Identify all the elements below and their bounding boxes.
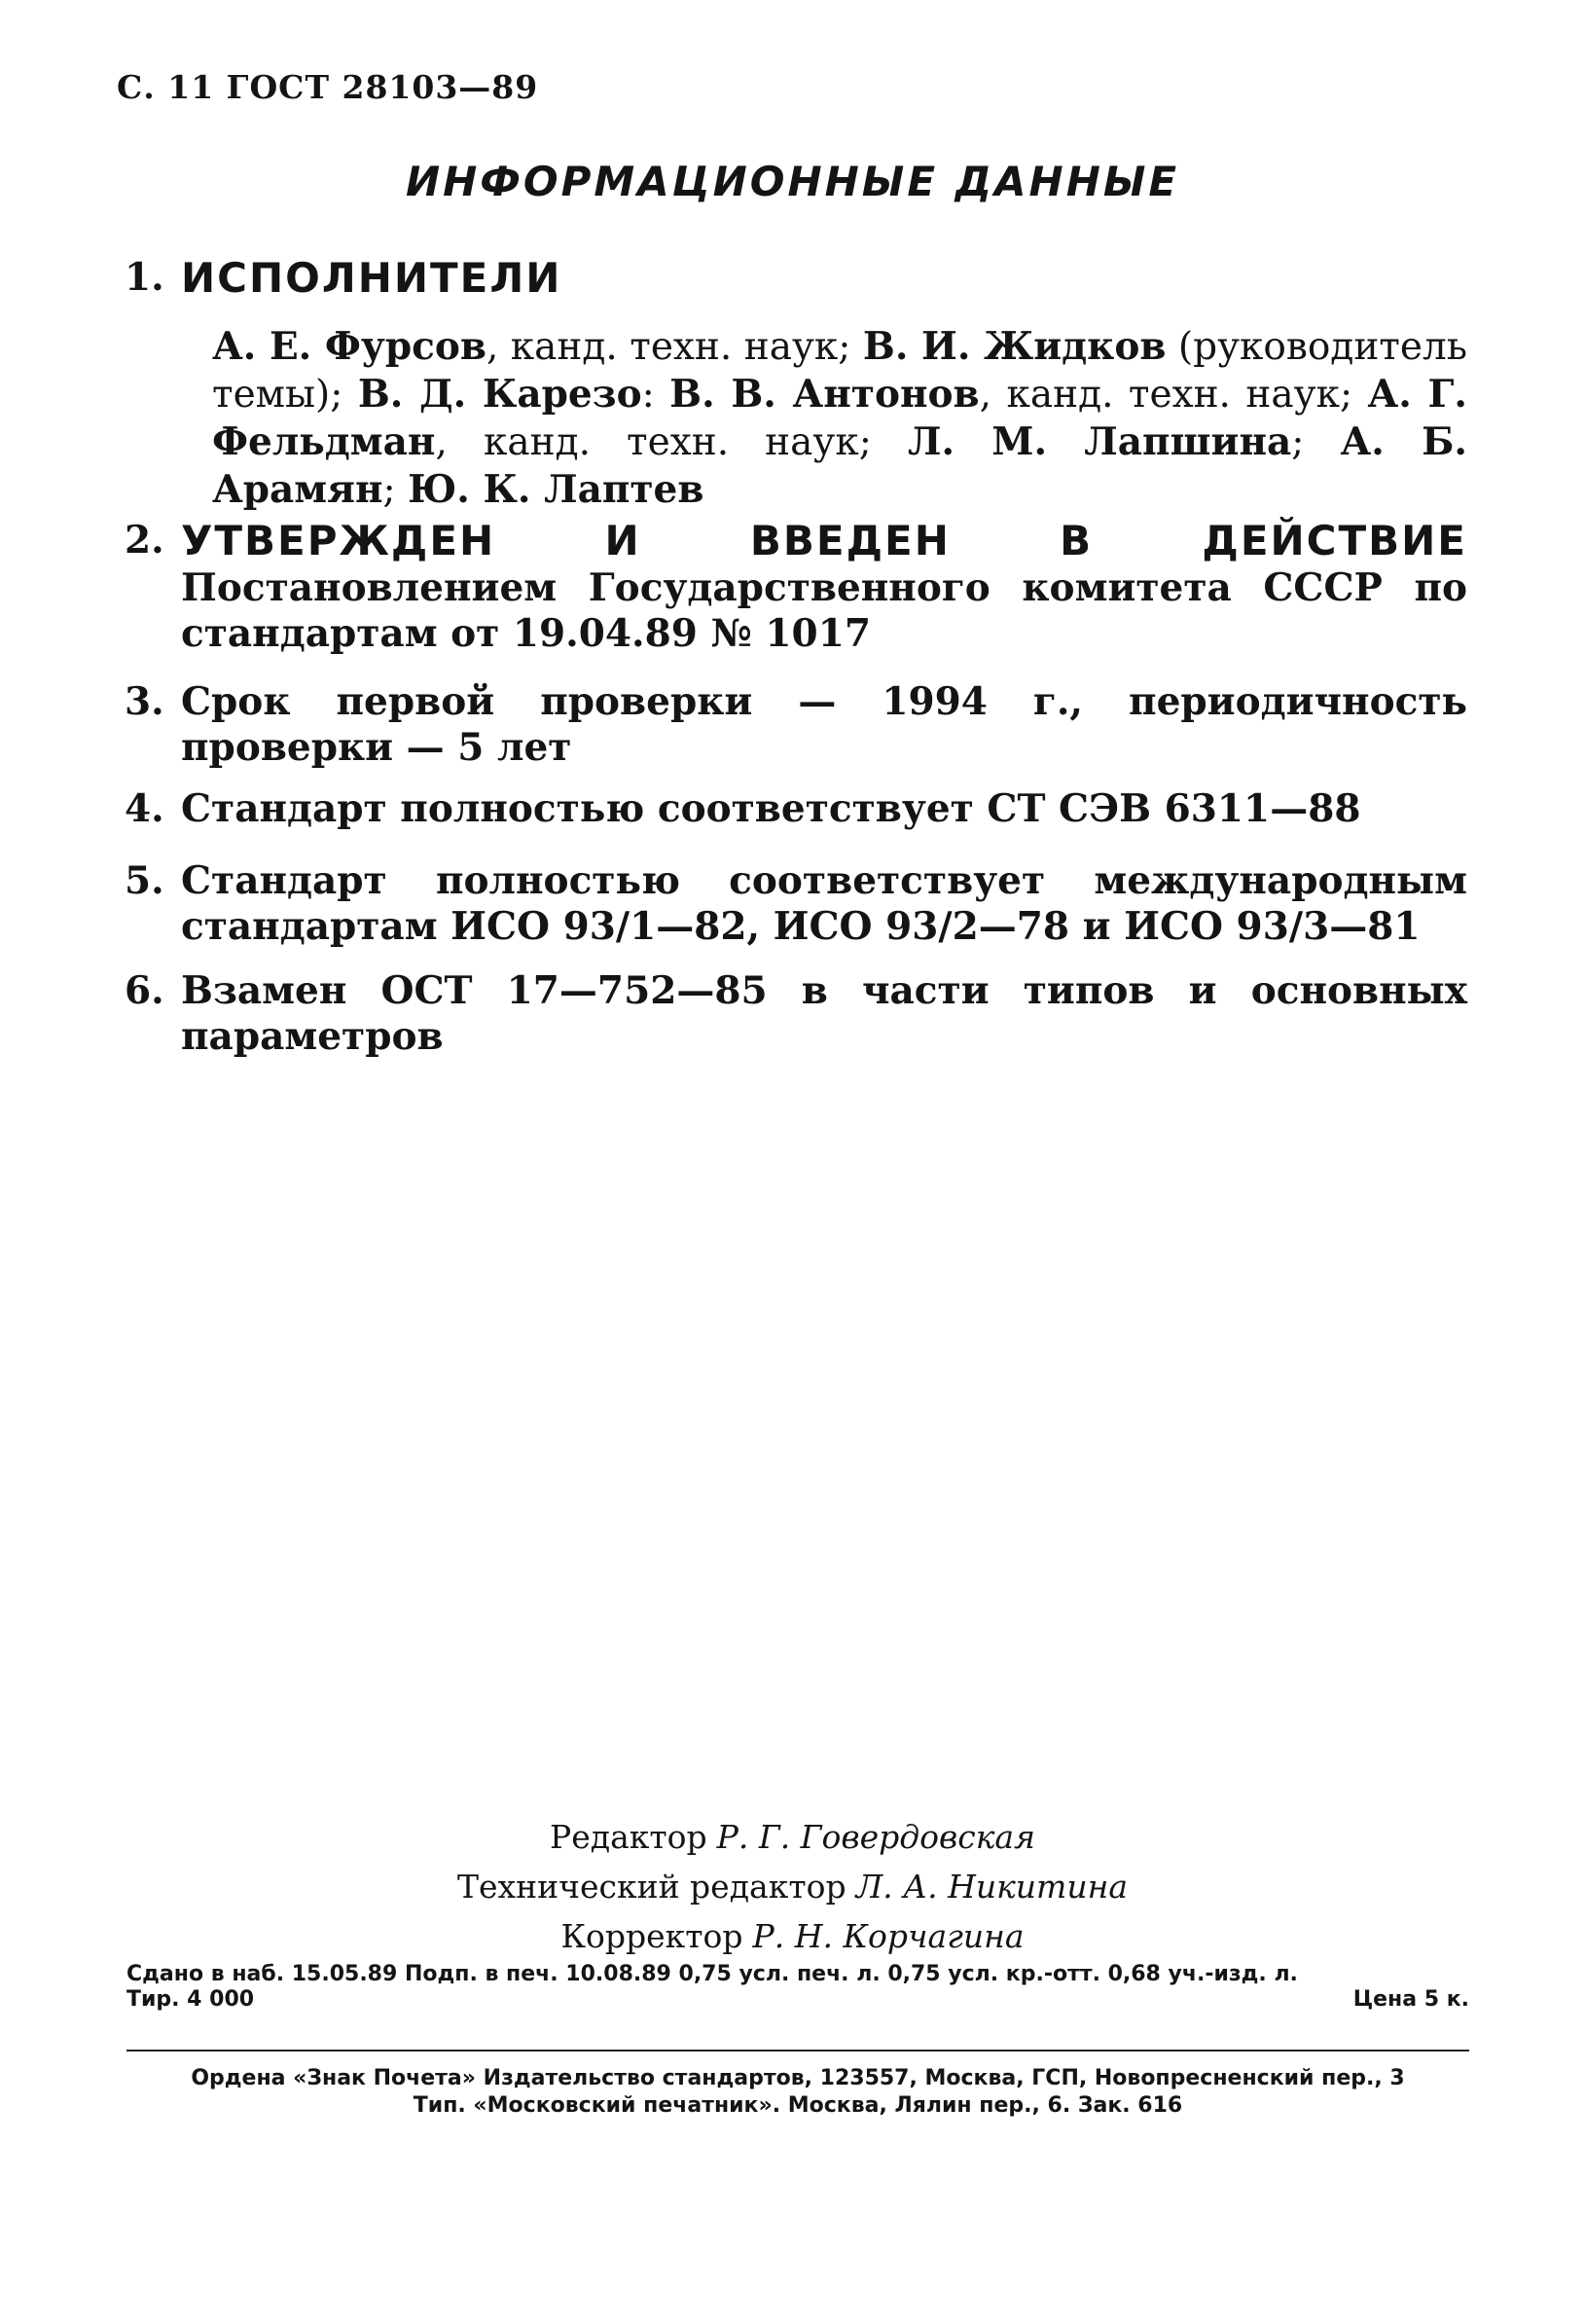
executor-note: , канд. техн. наук; bbox=[486, 325, 863, 369]
executors-list bbox=[212, 323, 1467, 514]
item-4-text: Стандарт полностью соответствует СТ СЭВ 6311—88 bbox=[181, 786, 1361, 831]
item-2-caps: УТВЕРЖДЕН И ВВЕДЕН В ДЕЙСТВИЕ bbox=[181, 517, 1467, 564]
item-5-text: Стандарт полностью соответствует международным стандартам ИСО 93/1—82, ИСО 93/2—78 и ИСО 93/3—81 bbox=[181, 858, 1467, 949]
item-4 bbox=[125, 786, 1467, 832]
executor-name: А. Б. Арамян bbox=[212, 419, 1467, 512]
executor-name: В. В. Антонов bbox=[669, 372, 980, 417]
publisher-line-2: Тип. «Московский печатник». Москва, Лялин пер., 6. Зак. 616 bbox=[413, 2093, 1183, 2118]
item-2 bbox=[125, 518, 1467, 657]
executor-note: ; bbox=[1291, 420, 1341, 464]
executor-note: : bbox=[641, 373, 670, 417]
imprint-dates: Сдано в наб. 15.05.89 Подп. в печ. 10.08.89 0,75 усл. печ. л. 0,75 усл. кр.-отт. 0,68 уч.-изд. л. bbox=[126, 1962, 1298, 1986]
item-3 bbox=[125, 679, 1467, 771]
item-3-text: Срок первой проверки — 1994 г., периодичность проверки — 5 лет bbox=[181, 679, 1467, 770]
item-6 bbox=[125, 968, 1467, 1060]
executor-name: Ю. К. Лаптев bbox=[408, 467, 704, 512]
corrector-role: Корректор bbox=[560, 1917, 743, 1955]
imprint-price: Цена 5 к. bbox=[1352, 1987, 1469, 2012]
executor-name: Л. М. Лапшина bbox=[907, 419, 1292, 464]
executor-name: В. И. Жидков bbox=[862, 324, 1167, 369]
item-6-number: 6. bbox=[125, 968, 164, 1013]
executor-note: , канд. техн. наук; bbox=[979, 373, 1368, 417]
publisher-line-1: Ордена «Знак Почета» Издательство стандартов, 123557, Москва, ГСП, Новопресненский пер., 3 bbox=[191, 2066, 1405, 2090]
item-1-heading bbox=[125, 255, 1467, 303]
corrector-name: Р. Н. Корчагина bbox=[752, 1917, 1025, 1955]
publisher-block bbox=[126, 2065, 1469, 2120]
executor-name: В. Д. Карезо bbox=[357, 372, 642, 417]
executor-note: , канд. техн. наук; bbox=[435, 420, 908, 464]
corrector-line bbox=[0, 1911, 1585, 1961]
executor-name: А. Г. Фельдман bbox=[212, 372, 1467, 464]
imprint-circulation: Тир. 4 000 bbox=[126, 1987, 255, 2012]
document-title: ИНФОРМАЦИОННЫЕ ДАННЫЕ bbox=[405, 158, 1180, 205]
item-2-number: 2. bbox=[125, 518, 164, 563]
editor-name: Р. Г. Говердовская bbox=[716, 1818, 1035, 1856]
item-1-number: 1. bbox=[125, 255, 164, 300]
item-5 bbox=[125, 858, 1467, 950]
editor-line bbox=[0, 1812, 1585, 1862]
page-header: С. 11 ГОСТ 28103—89 bbox=[117, 68, 539, 106]
tech-editor-line bbox=[0, 1862, 1585, 1911]
tech-editor-name: Л. А. Никитина bbox=[855, 1868, 1129, 1906]
item-6-text: Взамен ОСТ 17—752—85 в части типов и основных параметров bbox=[181, 968, 1467, 1059]
imprint-block bbox=[126, 1962, 1469, 2013]
item-4-number: 4. bbox=[125, 786, 164, 831]
credits-block bbox=[0, 1812, 1585, 1961]
item-3-number: 3. bbox=[125, 679, 164, 724]
editor-role: Редактор bbox=[550, 1818, 707, 1856]
divider bbox=[126, 2050, 1469, 2052]
executor-note: (руководитель темы); bbox=[212, 325, 1467, 417]
executor-name: А. Е. Фурсов bbox=[212, 324, 486, 369]
item-1-title: ИСПОЛНИТЕЛИ bbox=[181, 254, 562, 302]
tech-editor-role: Технический редактор bbox=[456, 1868, 847, 1906]
item-5-number: 5. bbox=[125, 858, 164, 903]
item-2-text: Постановлением Государственного комитета СССР по стандартам от 19.04.89 № 1017 bbox=[181, 565, 1467, 656]
executor-note: ; bbox=[382, 468, 409, 512]
